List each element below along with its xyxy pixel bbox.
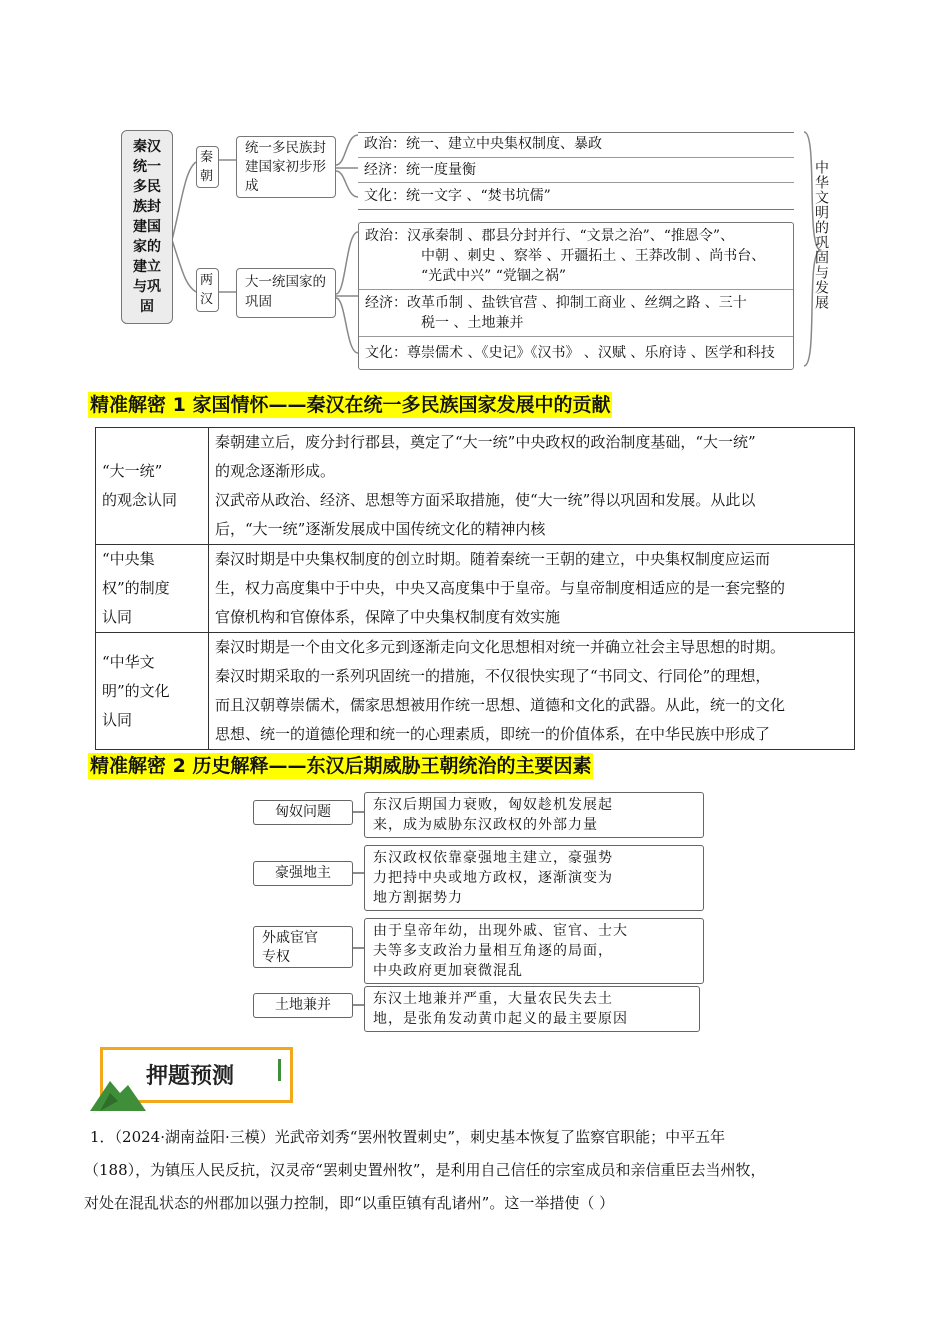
factor-text — [364, 845, 704, 911]
content-line: 思想、统一的道德伦理和统一的心理素质，即统一的价值体系，在中华民族中形成了 — [215, 725, 771, 743]
row-label — [96, 428, 209, 545]
row-label — [96, 633, 209, 750]
mindmap-root — [121, 130, 173, 324]
factor-text — [364, 986, 700, 1032]
han-item-politics — [359, 223, 793, 290]
question-line: （188），为镇压人民反抗，汉灵帝“罢刺史置州牧”，是利用自己信任的宗室成员和亲信重臣去当州牧， — [84, 1161, 766, 1179]
content-line: 汉武帝从政治、经济、思想等方面采取措施，使“大一统”得以巩固和发展。从此以 — [215, 491, 756, 509]
prediction-banner — [88, 1045, 298, 1113]
factor-text-line: 地，是张角发动黄巾起义的最主要原因 — [373, 1011, 628, 1027]
factor-label — [253, 926, 353, 968]
question-line: 对处在混乱状态的州郡加以强力控制，即“以重臣镇有乱诸州”。这一举措使（ ） — [84, 1194, 615, 1212]
node-han-stage-label: 大一统国家的巩固 — [245, 274, 326, 310]
table-row — [96, 633, 855, 750]
han-politics-line: 中朝 、刺史 、察举 、开疆拓土 、王莽改制 、尚书台、 — [421, 248, 766, 264]
han-item-economy — [359, 290, 793, 337]
question-1 — [84, 1121, 874, 1220]
row-content — [209, 545, 855, 633]
factor-text-line: 东汉政权依靠豪强地主建立，豪强势 — [373, 850, 613, 866]
factor-text-line: 由于皇帝年幼，出现外戚、宦官、士大 — [373, 923, 628, 939]
content-line: 秦朝建立后，废分封行郡县，奠定了“大一统”中央政权的政治制度基础，“大一统” — [215, 433, 756, 451]
node-han — [196, 268, 219, 312]
factor-text-line: 力把持中央或地方政权，逐渐演变为 — [373, 870, 613, 886]
section1-table — [95, 427, 855, 750]
factor-text-line: 地方割据势力 — [373, 890, 463, 906]
node-han-label: 两汉 — [200, 273, 214, 307]
row-content — [209, 633, 855, 750]
factor-text — [364, 918, 704, 984]
han-culture-line: 文化：尊崇儒术 、《史记》《汉书》 、汉赋 、乐府诗 、医学和科技 — [365, 345, 775, 361]
content-line: 秦汉时期是一个由文化多元到逐渐走向文化思想相对统一并确立社会主导思想的时期。 — [215, 638, 786, 656]
label-line: 的观念认同 — [102, 491, 178, 509]
mountain-icon — [88, 1071, 148, 1113]
han-politics-line: “光武中兴” “党锢之祸” — [421, 268, 567, 284]
row-label — [96, 545, 209, 633]
factor-label: 土地兼并 — [253, 993, 353, 1018]
factor-label-line: 外戚宦官 — [262, 930, 318, 946]
content-line: 的观念逐渐形成。 — [215, 462, 336, 480]
content-line: 而且汉朝尊崇儒术，儒家思想被用作统一思想、道德和文化的武器。从此，统一的文化 — [215, 696, 786, 714]
mindmap-root-label: 秦汉统一多民族封建国家的建立与巩固 — [133, 139, 161, 315]
han-item-culture — [359, 337, 793, 369]
han-politics-line: 政治：汉承秦制 、郡县分封并行、“文景之治”、“推恩令”、 — [365, 228, 735, 244]
factor-label: 豪强地主 — [253, 861, 353, 886]
content-line: 生，权力高度集中于中央，中央又高度集中于皇帝。与皇帝制度相适应的是一套完整的 — [215, 579, 786, 597]
factor-text-line: 东汉后期国力衰败，匈奴趁机发展起 — [373, 797, 613, 813]
factor-text-line: 东汉土地兼并严重，大量农民失去土 — [373, 991, 613, 1007]
factor-text — [364, 792, 704, 838]
question-line: 1．（2024·湖南益阳·三模）光武帝刘秀“罢州牧置刺史”，刺史基本恢复了监察官职能；中平五年 — [90, 1128, 726, 1146]
label-line: 权”的制度 — [102, 579, 170, 597]
banner-accent — [278, 1059, 281, 1081]
node-qin — [196, 146, 219, 188]
label-line: 明”的文化 — [102, 681, 170, 700]
content-line: 秦汉时期采取的一系列巩固统一的措施，不仅很快实现了“书同文、行同伦”的理想， — [215, 667, 771, 685]
node-han-stage — [236, 268, 336, 318]
mindmap-conclusion: 中华文明的巩固与发展 — [813, 160, 829, 310]
factor-text-line: 夫等多支政治力量相互角逐的局面， — [373, 943, 613, 959]
qin-items — [358, 132, 794, 210]
han-items — [358, 222, 794, 370]
han-economy-line: 经济：改革币制 、盐铁官营 、抑制工商业 、丝绸之路 、三十 — [365, 295, 747, 311]
label-line: “大一统” — [102, 462, 163, 480]
factor-text-line: 来，成为威胁东汉政权的外部力量 — [373, 817, 598, 833]
section1-title: 精准解密 1 家国情怀——秦汉在统一多民族国家发展中的贡献 — [90, 394, 611, 416]
factor-label-line: 专权 — [262, 949, 290, 965]
factor-text-line: 中央政府更加衰微混乱 — [373, 963, 523, 979]
qin-item-politics: 政治：统一、建立中央集权制度、暴政 — [358, 132, 794, 158]
factor-label: 匈奴问题 — [253, 800, 353, 825]
qin-item-economy: 经济：统一度量衡 — [358, 158, 794, 183]
qin-item-culture: 文化：统一文字 、“焚书坑儒” — [358, 183, 794, 210]
node-qin-label: 秦朝 — [200, 150, 214, 184]
section2-title: 精准解密 2 历史解释——东汉后期威胁王朝统治的主要因素 — [90, 755, 592, 777]
label-line: 认同 — [102, 710, 133, 729]
banner-title: 押题预测 — [146, 1064, 235, 1089]
content-line: 官僚机构和官僚体系，保障了中央集权制度有效实施 — [215, 608, 561, 626]
label-line: 认同 — [102, 608, 133, 626]
han-economy-line: 税一 、土地兼并 — [421, 315, 524, 331]
row-content — [209, 428, 855, 545]
content-line: 后，“大一统”逐渐发展成中国传统文化的精神内核 — [215, 520, 546, 538]
label-line: “中华文 — [102, 652, 155, 671]
node-qin-stage-label: 统一多民族封建国家初步形成 — [245, 140, 326, 194]
label-line: “中央集 — [102, 550, 155, 568]
content-line: 秦汉时期是中央集权制度的创立时期。随着秦统一王朝的建立，中央集权制度应运而 — [215, 550, 771, 568]
table-row — [96, 428, 855, 545]
node-qin-stage — [236, 136, 336, 198]
table-row — [96, 545, 855, 633]
